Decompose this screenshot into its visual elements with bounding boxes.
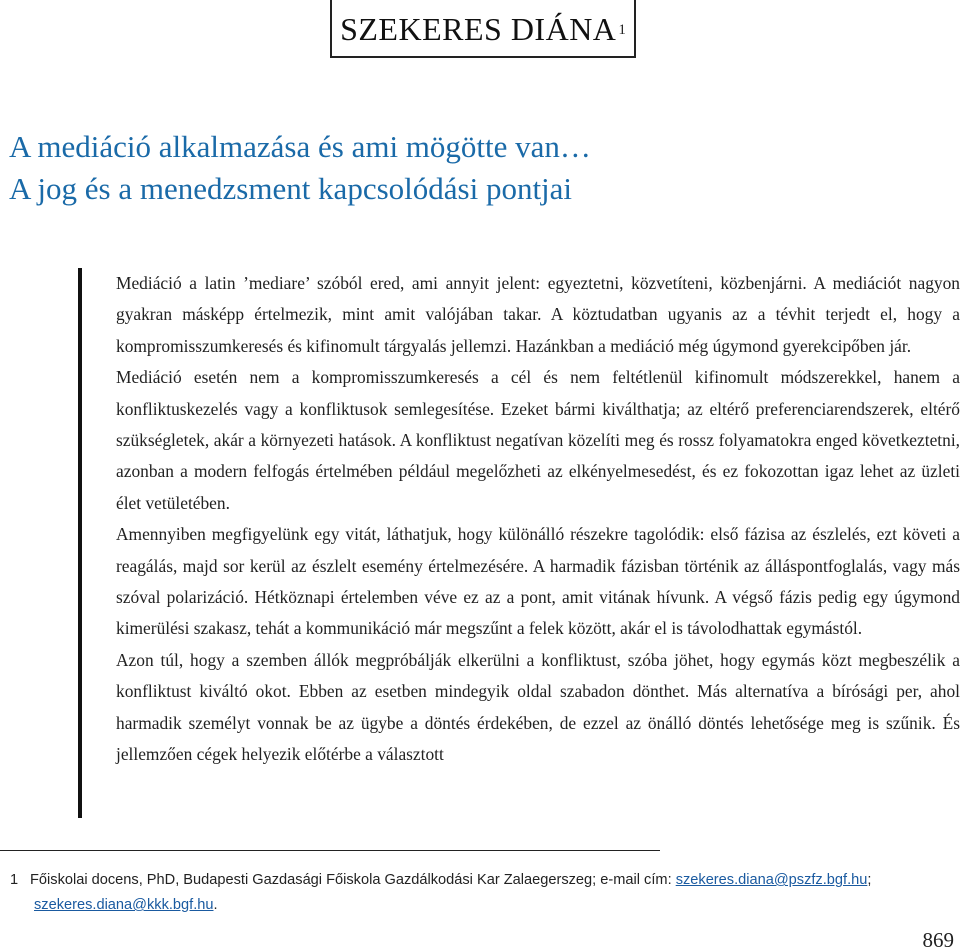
page-number: 869 (922, 928, 954, 952)
author-header (330, 0, 636, 58)
article-title (9, 126, 949, 210)
email-link-1[interactable]: szekeres.diana@pszfz.bgf.hu (675, 872, 868, 888)
title-line-1: A mediáció alkalmazása és ami mögötte van… (9, 129, 591, 164)
footnote-rule (0, 850, 660, 851)
paragraph-2: Mediáció esetén nem a kompromisszumkeresés a cél és nem feltétlenül kifinomult módszerekkel, hanem a konfliktuskezelés vagy a konfliktusok semlegesítése. Ezeket bármi kiválthatja; az eltérő preferenciarendszerek, eltérő szükségletek, akár a környezeti hatások. A konfliktust negatívan közelíti meg és rossz folyamatokra enged következtetni, azonban a modern felfogás értelmében például megelőzheti az elkényelmesedést, és ez fokozottan igaz lehet az üzleti élet vetületében. (116, 367, 960, 513)
paragraph-4: Azon túl, hogy a szemben állók megpróbálják elkerülni a konfliktust, szóba jöhet, hogy egymás közt megbeszélik a konfliktust kiváltó okot. Ebben az esetben mindegyik oldal szabadon dönthet. Más alternatíva a bírósági per, ahol harmadik személyt vonnak be az ügybe a döntés érdekében, de ezzel az önálló döntés lehetősége meg is szűnik. És jellemzően cégek helyezik előtérbe a választott (116, 649, 960, 765)
footnote-text: Főiskolai docens, PhD, Budapesti Gazdasági Főiskola Gazdálkodási Kar Zalaegerszeg; e-mail cím: (30, 872, 676, 888)
footnote-end: . (213, 897, 218, 913)
body-text (116, 268, 960, 771)
paragraph-1: Mediáció a latin ’mediare’ szóból ered, ami annyit jelent: egyeztetni, közvetíteni, közbenjárni. A mediációt nagyon gyakran másképp értelmezik, mint amit valójában takar. A köztudatban ugyanis az a tévhit terjedt el, hogy a kompromisszumkeresés és kifinomult tárgyalás jellemzi. Hazánkban a mediáció még úgymond gyerekcipőben jár. (116, 273, 960, 356)
footnote (0, 868, 960, 918)
footnote-line-2 (0, 893, 960, 918)
author-name: SZEKERES DIÁNA (340, 11, 617, 47)
title-line-2: A jog és a menedzsment kapcsolódási pontjai (9, 171, 573, 206)
margin-bar (78, 268, 82, 818)
footnote-line-1 (0, 868, 960, 893)
footnote-number: 1 (10, 872, 19, 888)
email-link-2[interactable]: szekeres.diana@kkk.bgf.hu (34, 897, 214, 913)
paragraph-3: Amennyiben megfigyelünk egy vitát, láthatjuk, hogy különálló részekre tagolódik: első fázisa az észlelés, ezt követi a reagálás, majd sor kerül az észlelt esemény értelmezésére. A harmadik fázisban történik az álláspontfoglalás, vagy más szóval polarizáció. Hétköznapi értelemben véve ez az a pont, amit vitának hívunk. A végső fázis pedig egy úgymond kimerülési szakasz, tehát a kommunikáció már megszűnt a felek között, akár el is távolodhattak egymástól. (116, 524, 960, 639)
author-footnote-mark[interactable]: 1 (618, 21, 626, 38)
footnote-separator: ; (867, 872, 872, 888)
